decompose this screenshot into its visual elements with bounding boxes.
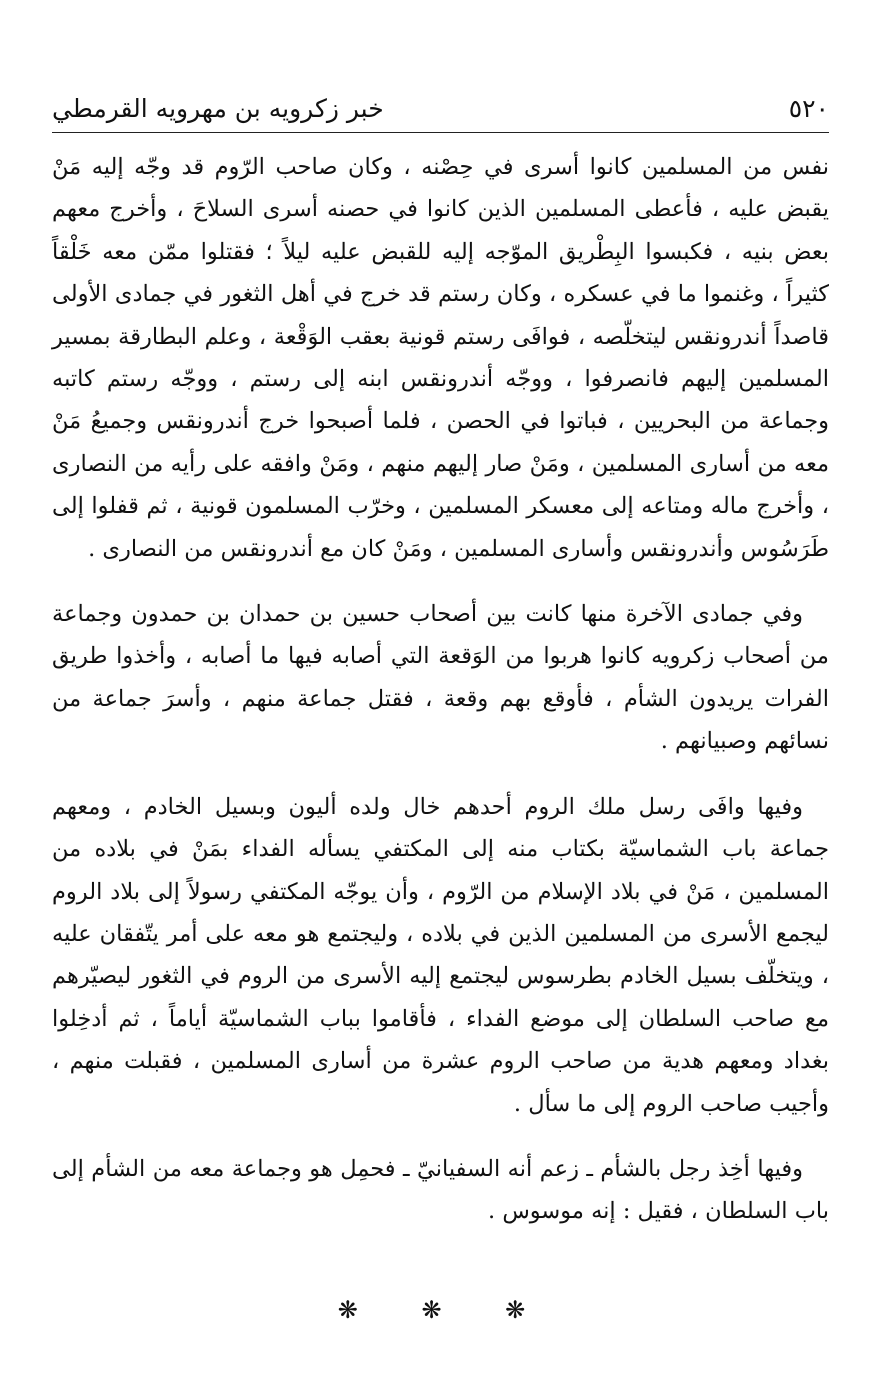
paragraph: وفيها أخِذ رجل بالشأم ـ زعم أنه السفيانيّ ـ فحمِل هو وجماعة معه من الشأم إلى باب السلطان ، فقيل : إنه موسوس . (52, 1155, 829, 1225)
running-head (52, 88, 829, 133)
paragraph: وفي جمادى الآخرة منها كانت بين أصحاب حسين بن حمدان بن حمدون وجماعة من أصحاب زكرويه كانوا هربوا من الوَقعة التي أصابه فيها ما أصابه ، وأخذوا طريق الفرات يريدون الشأم ، فأوقع بهم وقعة ، فقتل جماعة منهم ، وأسرَ جماعة من نسائهم وصبيانهم . (52, 601, 829, 755)
page-number: ٥٢٠ (788, 94, 829, 123)
body-text (52, 146, 829, 1256)
paragraph: نفس من المسلمين كانوا أسرى في حِصْنه ، وكان صاحب الرّوم قد وجّه إليه مَنْ يقبض عليه ، فأعطى المسلمين الذين كانوا في حصنه أسرى السلاحَ ، وأخرج معهم بعض بنيه ، فكبسوا البِطْريق الموّجه إليه للقبض عليه ليلاً ؛ فقتلوا ممّن معه خَلْقاً كثيراً ، وغنموا ما في عسكره ، وكان رستم قد خرج في أهل الثغور في جمادى الأولى قاصداً أندرونقس ليتخلّصه ، فوافَى رستم قونية بعقب الوَقْعة ، وعلم البطارقة بمسير المسلمين إليهم فانصرفوا ، ووجّه أندرونقس ابنه إلى رستم ، ووجّه رستم كاتبه وجماعة من البحريين ، فباتوا في الحصن ، فلما أصبحوا خرج أندرونقس وجميعُ مَنْ معه من أسارى المسلمين ، ومَنْ صار إليهم منهم ، ومَنْ وافقه على رأيه من النصارى ، وأخرج ماله ومتاعه إلى معسكر المسلمين ، وخرّب المسلمون قونية ، ثم قفلوا إلى طَرَسُوس وأندرونقس وأسارى المسلمين ، ومَنْ كان مع أندرونقس من النصارى . (52, 154, 829, 562)
paragraph: وفيها وافَى رسل ملك الروم أحدهم خال ولده أليون وبسيل الخادم ، ومعهم جماعة باب الشماسيّة بكتاب منه إلى المكتفي يسأله الفداء بمَنْ في بلاده من المسلمين ، مَنْ في بلاد الإسلام من الرّوم ، وأن يوجّه المكتفي رسولاً إلى بلاد الروم ليجمع الأسرى من المسلمين الذين في بلاده ، وليجتمع هو معه على أمر يتّفقان عليه ، ويتخلّف بسيل الخادم بطرسوس ليجتمع إليه الأسرى من الروم في الثغور ليصيّرهم مع صاحب السلطان إلى موضع الفداء ، فأقاموا بباب الشماسيّة أياماً ، ثم أدخِلوا بغداد ومعهم هدية من صاحب الروم عشرة من أسارى المسلمين ، فقبلت منهم ، وأجيب صاحب الروم إلى ما سأل . (52, 793, 829, 1117)
running-title: خبر زكرويه بن مهرويه القرمطي (52, 94, 384, 123)
section-separator: ❋ ❋ ❋ (337, 1296, 554, 1324)
